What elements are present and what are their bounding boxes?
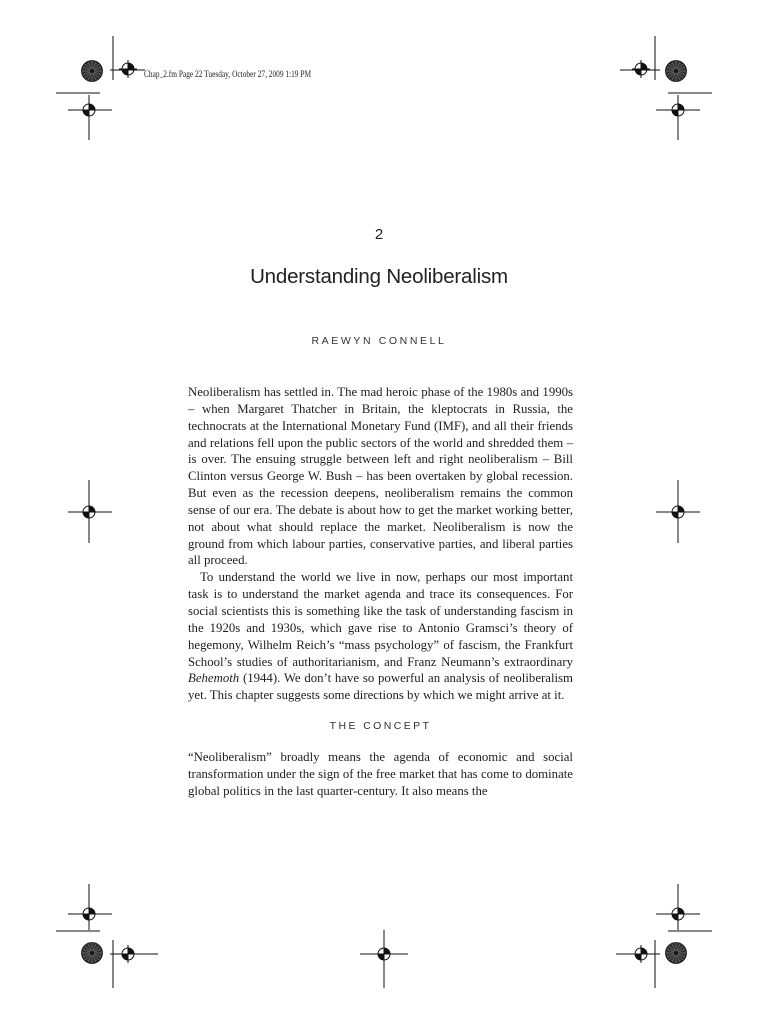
registration-mark-middle-left: [80, 503, 98, 521]
registration-mark-bottom-left-upper: [80, 905, 98, 923]
registration-mark-bottom-center: [375, 945, 393, 963]
registration-mark-middle-right: [669, 503, 687, 521]
registration-mark-bottom-left: [119, 945, 137, 963]
crop-marks-top-left: [56, 36, 145, 140]
paragraph-2-text: To understand the world we live in now, perhaps our most important task is to understand the market agenda and trace its consequences. For social scientists this is something like the task of understanding fascism in the 1920s and 1930s, which gave rise to Antonio Gramsci’s theory of hegemony, Wilhelm Reich’s “mass psychology” of fascism, the Frankfurt School’s studies of authoritarianism, and Franz Neumann’s extraordinary: [188, 570, 573, 669]
crop-marks-middle: [68, 480, 700, 543]
star-target-top-left: [82, 61, 103, 82]
crop-marks-top-right: [620, 36, 712, 140]
paragraph-2-text-end: (1944). We don’t have so powerful an analysis of neoliberalism yet. This chapter suggests some directions by which we might arrive at it.: [188, 671, 573, 703]
registration-mark-bottom-right-upper: [669, 905, 687, 923]
section-heading: THE CONCEPT: [329, 720, 432, 733]
star-target-top-right: [666, 61, 687, 82]
paragraph-1: Neoliberalism has settled in. The mad heroic phase of the 1980s and 1990s – when Margaret Thatcher in Britain, the kleptocrats in Russia, the technocrats at the International Monetary Fund (IMF), and all their friends and relations fell upon the public sectors of the world and shredded them – is over. The ensuing struggle between left and right neoliberalism – Bill Clinton versus George W. Bush – has been overtaken by global recession. But even as the recession deepens, neoliberalism remains the common sense of our era. The debate is about how to get the market working better, not about what should replace the market. Neoliberalism is now the ground from which labour parties, conservative parties, and liberal parties all proceed.: [188, 385, 573, 568]
registration-mark-bottom-right: [632, 945, 650, 963]
star-target-bottom-right: [666, 943, 687, 964]
chapter-title: Understanding Neoliberalism: [250, 265, 508, 288]
book-title-italic: Behemoth: [188, 671, 240, 686]
registration-mark-top-left-lower: [80, 101, 98, 119]
chapter-number: 2: [374, 226, 384, 243]
page-slug: Chap_2.fm Page 22 Tuesday, October 27, 2009 1:19 PM: [144, 69, 312, 79]
crop-marks-bottom-right: [616, 884, 712, 988]
registration-mark-top-right-lower: [669, 101, 687, 119]
registration-mark-top-left: [119, 60, 137, 78]
star-target-bottom-left: [82, 943, 103, 964]
paragraph-3: “Neoliberalism” broadly means the agenda of economic and social transformation under the sign of the free market that has come to dominate global politics in the last quarter-century. It also means the: [188, 750, 573, 798]
crop-marks-bottom-left: [56, 884, 158, 988]
author-name: RAEWYN CONNELL: [311, 335, 447, 347]
registration-mark-top-right: [632, 60, 650, 78]
